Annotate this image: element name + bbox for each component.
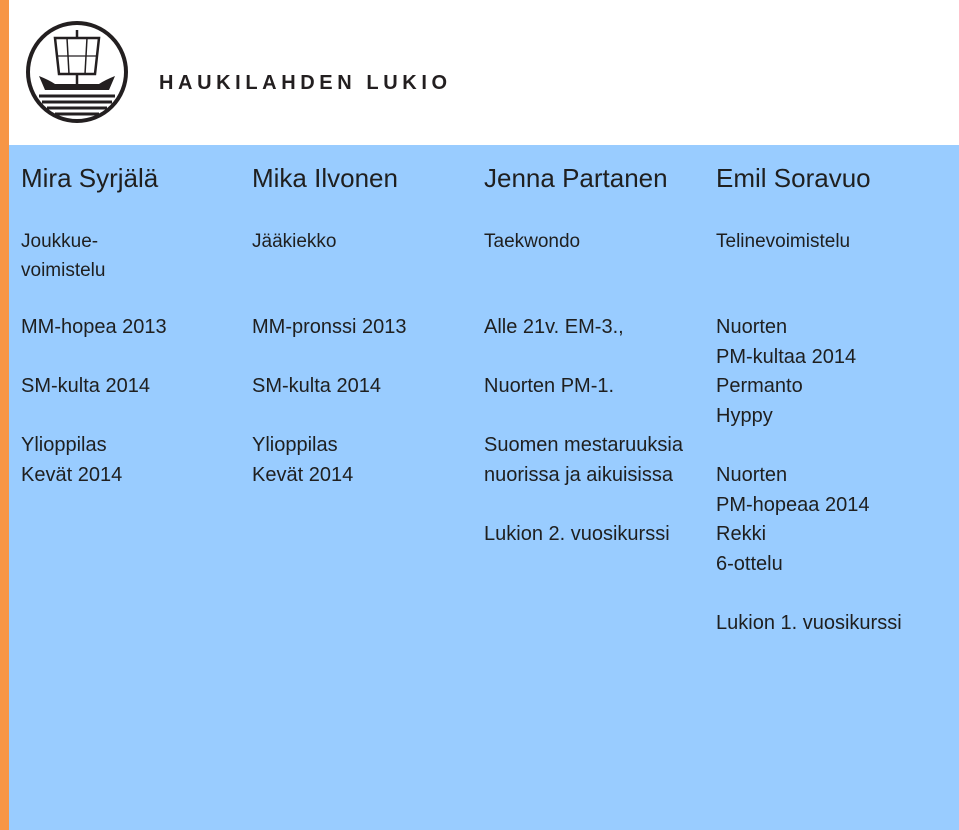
student-sport: Taekwondo — [484, 231, 581, 252]
accent-bar — [0, 0, 9, 830]
achievement-line: Lukion 2. vuosikurssi — [484, 523, 670, 545]
achievement-line: SM-kulta 2014 — [21, 375, 150, 397]
student-name: Mika Ilvonen — [252, 163, 398, 193]
achievement-line: Alle 21v. EM-3., — [484, 316, 624, 338]
achievement-line: Rekki — [716, 523, 767, 545]
achievement-line: MM-hopea 2013 — [21, 316, 167, 338]
achievement-line: Hyppy — [716, 405, 773, 427]
achievement-line: Kevät 2014 — [252, 464, 354, 486]
achievement-line: Lukion 1. vuosikurssi — [716, 612, 902, 634]
achievement-line: PM-kultaa 2014 — [716, 346, 857, 368]
achievement-line: Nuorten — [716, 464, 788, 486]
achievement-line: Permanto — [716, 375, 803, 397]
achievement-line: Ylioppilas — [21, 434, 107, 456]
achievement-line: PM-hopeaa 2014 — [716, 494, 870, 516]
student-name: Mira Syrjälä — [21, 163, 159, 193]
achievement-line: Nuorten — [716, 316, 788, 338]
header — [9, 0, 959, 145]
student-sport: Jääkiekko — [252, 231, 337, 252]
student-sport: Joukkue- voimistelu — [21, 231, 106, 281]
student-name: Jenna Partanen — [484, 163, 668, 193]
school-name: HAUKILAHDEN LUKIO — [159, 72, 452, 94]
achievement-line: Kevät 2014 — [21, 464, 123, 486]
school-logo-icon — [25, 20, 129, 124]
achievement-line: 6-ottelu — [716, 553, 783, 575]
achievement-line: nuorissa ja aikuisissa — [484, 464, 673, 486]
achievement-line: Ylioppilas — [252, 434, 338, 456]
student-sport: Telinevoimistelu — [716, 231, 851, 252]
student-name: Emil Soravuo — [716, 163, 871, 193]
achievement-line: Nuorten PM-1. — [484, 375, 615, 397]
achievement-line: Suomen mestaruuksia — [484, 434, 683, 456]
achievement-line: MM-pronssi 2013 — [252, 316, 407, 338]
students-panel — [9, 145, 959, 830]
achievement-line: SM-kulta 2014 — [252, 375, 381, 397]
